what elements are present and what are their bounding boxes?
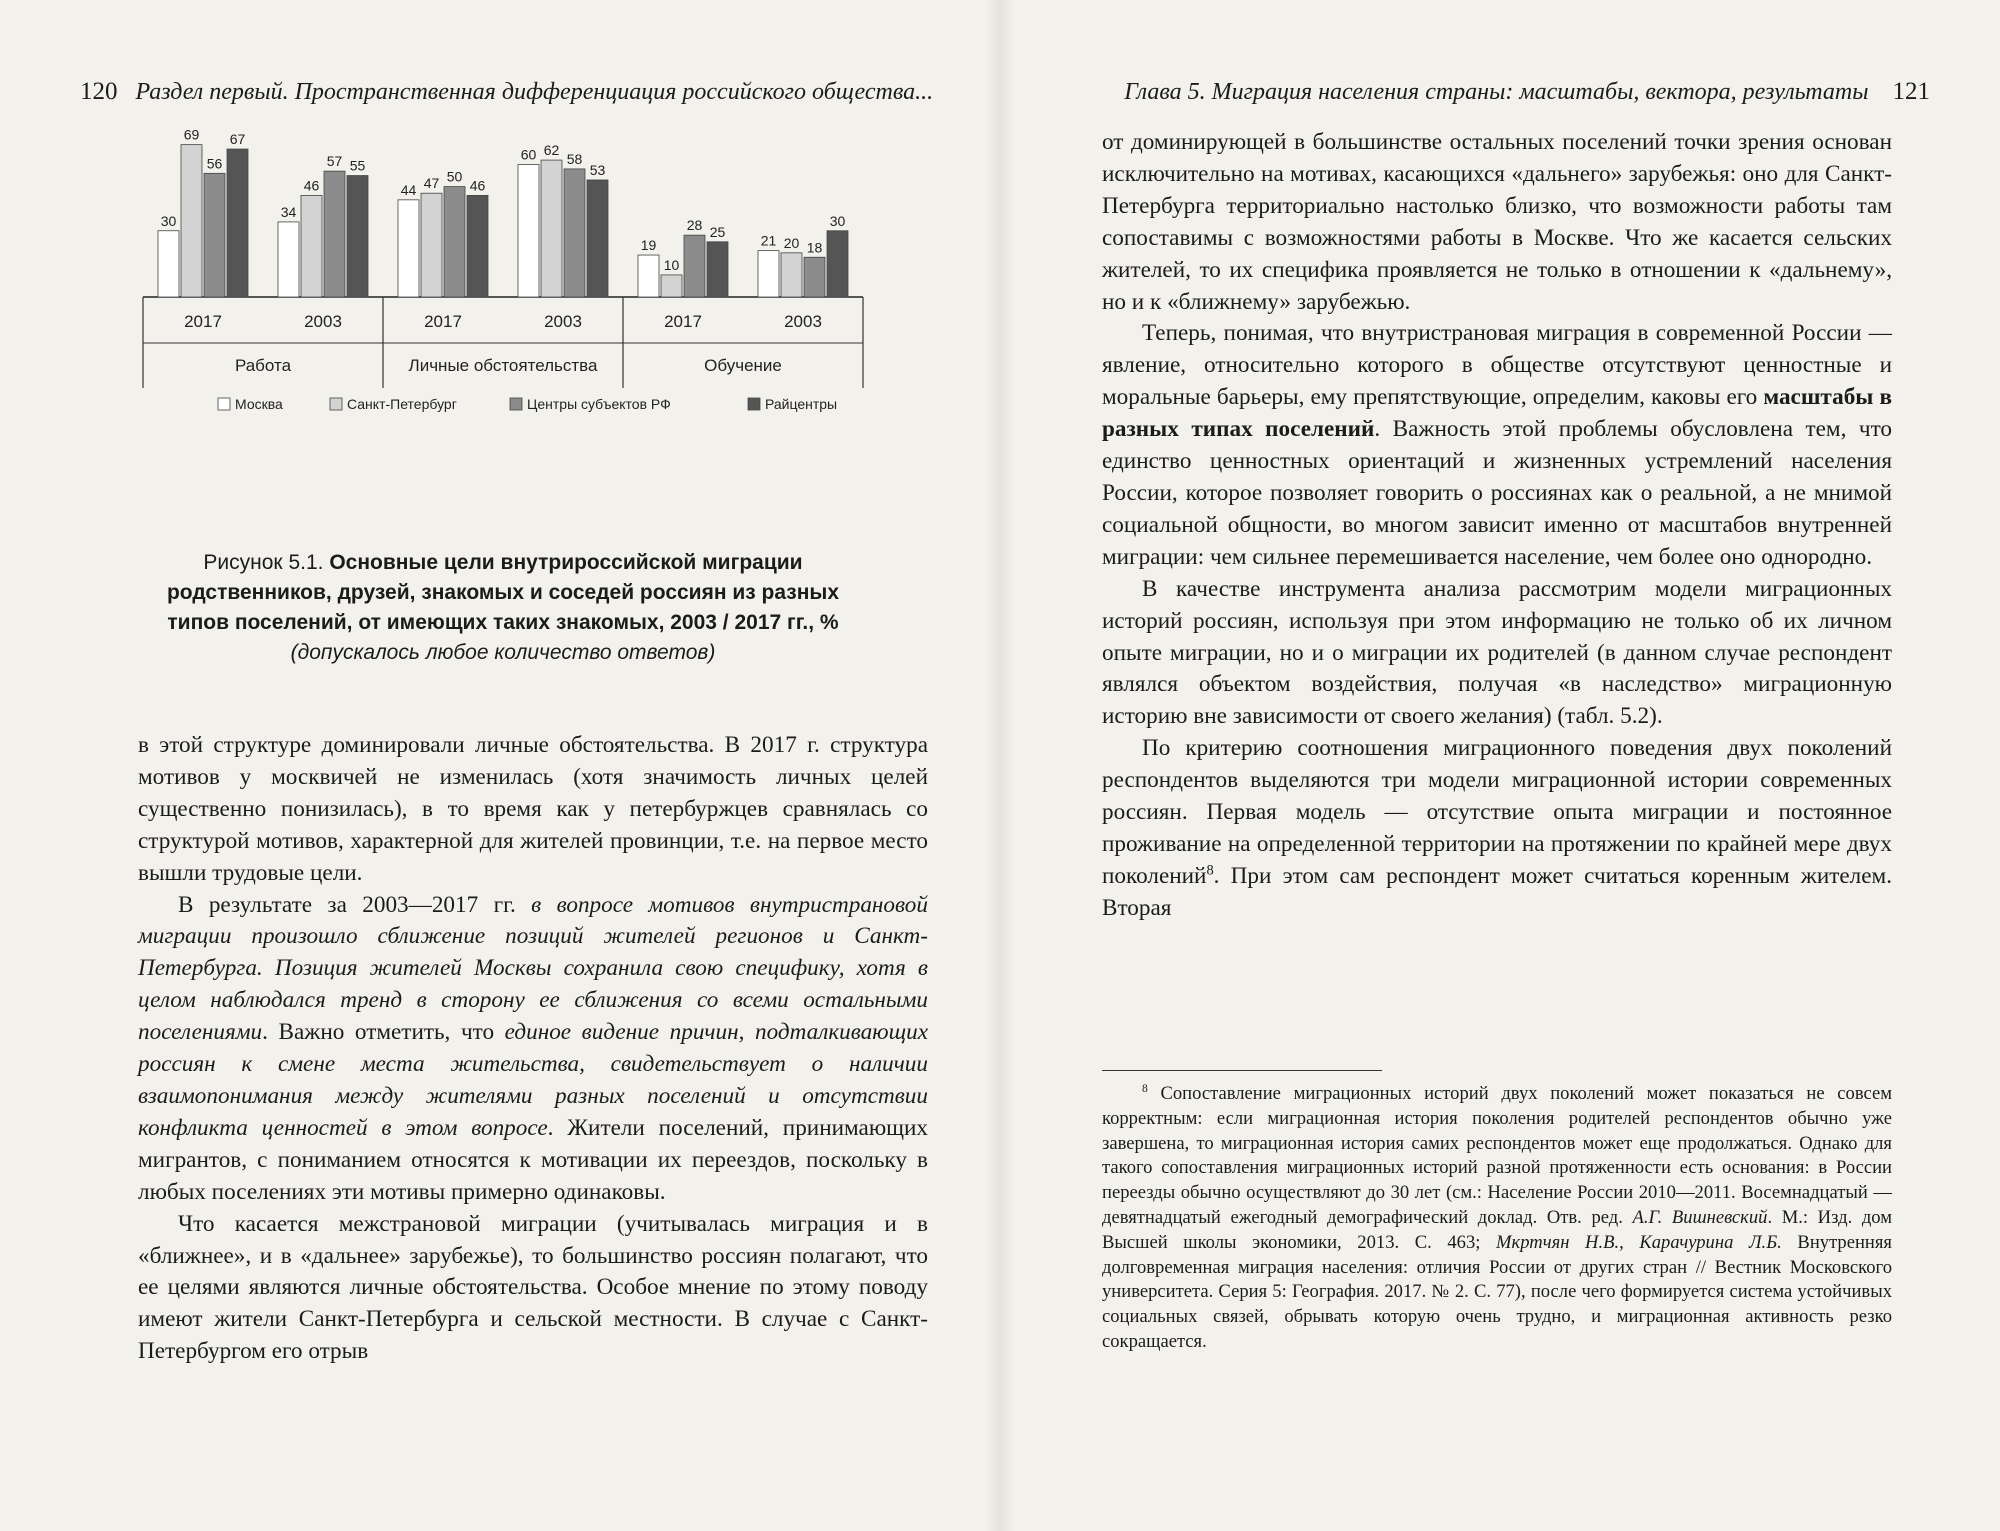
bar-value-label: 30 — [829, 212, 846, 229]
right-body-text — [1102, 127, 1892, 925]
bar-value-label: 25 — [709, 223, 726, 240]
bar — [444, 187, 465, 297]
text-segment: По критерию соотношения миграционного поведения двух поколений респондентов выделяются три модели миграционной истории современных россиян. Первая модель — отсутствие опыта миграции и постоянное проживание на определенной территории на протяжении по крайней мере двух поколений — [1102, 735, 1892, 889]
text-segment: . При этом сам респондент может считаться коренным жителем. Вторая — [1102, 862, 1892, 921]
year-tick-label: 2017 — [664, 312, 702, 331]
bar — [324, 171, 345, 297]
footnote-ref: 8 — [1206, 862, 1214, 879]
text-segment: . Важность этой проблемы обусловлена тем, что единство ценностных ориентаций и жизненных устремлений населения России, которое позволяет говорить о россиянах как о реальной, а не мнимой социальной общности, во многом зависит именно от масштабов внутренней миграции: чем сильнее перемешивается население, чем более оно однородно. — [1102, 416, 1892, 570]
group-label: Работа — [234, 356, 292, 375]
bar — [158, 231, 179, 297]
paragraph — [1102, 733, 1892, 924]
text-segment: . Важно отметить, что — [262, 1019, 505, 1046]
bar — [781, 253, 802, 297]
legend-swatch — [510, 398, 522, 410]
text-segment: А.Г. Вишневский — [1632, 1206, 1768, 1228]
bar-value-label: 21 — [760, 232, 777, 249]
figure-caption-note: (допускалось любое количество ответов) — [290, 641, 716, 664]
bar-value-label: 69 — [183, 130, 200, 143]
bar — [758, 251, 779, 297]
figure-5-1-chart — [138, 130, 868, 530]
right-page-number: 121 — [1892, 78, 1930, 105]
bar-value-label: 58 — [566, 150, 583, 167]
left-running-header — [80, 78, 933, 106]
text-segment: . М.: Изд. дом Высшей школы экономики, 2013. С. 463; — [1102, 1206, 1892, 1253]
text-segment: Внутренняя долговременная миграция населения: отличия России от других стран // Вестник Московского университета. Серия 5: География. 2017. № 2. С. 77), после чего формируется система устойчивых социальных связей, обрывать которую очень трудно, и миграционная активность резко сокращается. — [1102, 1231, 1892, 1352]
bar — [421, 193, 442, 297]
group-label: Личные обстоятельства — [408, 356, 598, 375]
right-running-header — [1124, 78, 1930, 106]
left-page-number: 120 — [80, 78, 118, 105]
year-tick-label: 2003 — [784, 312, 822, 331]
group-label: Обучение — [704, 356, 782, 375]
legend-label: Центры субъектов РФ — [527, 396, 671, 412]
year-tick-label: 2017 — [424, 312, 462, 331]
left-header-title: Раздел первый. Пространственная дифференциация российского общества... — [135, 79, 934, 105]
legend-label: Райцентры — [765, 396, 838, 412]
bar-value-label: 18 — [806, 239, 823, 256]
bar-value-label: 62 — [543, 142, 560, 159]
bar — [804, 257, 825, 297]
bar — [181, 145, 202, 297]
bar-value-label: 60 — [520, 146, 537, 163]
paragraph — [138, 1209, 928, 1369]
footnote-paragraph — [1102, 1082, 1892, 1355]
bar-value-label: 28 — [686, 217, 703, 234]
legend-label: Санкт-Петербург — [347, 396, 457, 412]
bar — [398, 200, 419, 297]
text-segment: В качестве инструмента анализа рассмотрим модели миграционных историй россиян, используя при этом информацию не только об их личном опыте миграции, но и о миграции их родителей (в данном случае респондент являлся объектом воздействия, получая «в наследство» миграционную историю вне зависимости от своего желания) (табл. 5.2). — [1102, 575, 1892, 730]
text-segment: в этой структуре доминировали личные обстоятельства. В 2017 г. структура мотивов у москвичей не изменилась (хотя значимость личных целей существенно понизилась), в то время как у петербуржцев сравнялась со структурой мотивов, характерной для жителей провинции, т.е. на первое место вышли трудовые цели. — [138, 732, 928, 886]
year-tick-label: 2003 — [304, 312, 342, 331]
bar-value-label: 46 — [469, 177, 486, 194]
bar-value-label: 44 — [400, 181, 417, 198]
bar — [564, 169, 585, 297]
legend-swatch — [748, 398, 760, 410]
left-body-text — [138, 730, 928, 1368]
bar — [518, 165, 539, 298]
bar-value-label: 46 — [303, 177, 320, 194]
bar-value-label: 50 — [446, 168, 463, 185]
footnote-8 — [1102, 1082, 1892, 1355]
legend-swatch — [218, 398, 230, 410]
bar-value-label: 57 — [326, 153, 343, 170]
text-segment: в вопросе мотивов внутристрановой миграции произошло сближение позиций жителей регионов и Санкт-Петербурга. Позиция жителей Москвы сохранила свою специфику, хотя в целом наблюдался тренд в сторону ее сближения со всеми остальными поселениями — [138, 891, 928, 1046]
text-segment: от доминирующей в большинстве остальных поселений точки зрения основан исключительно на мотивах, касающихся «дальнего» зарубежья: оно для Санкт-Петербурга территориально настолько близко, что возможности работы там сопоставимы с возможностями работы в Москве. Что же касается сельских жителей, то их специфика проявляется не только в отношении к «дальнему», но и к «ближнему» зарубежью. — [1102, 129, 1892, 315]
bar-value-label: 30 — [160, 212, 177, 229]
bar-value-label: 56 — [206, 155, 223, 172]
text-segment: Мкртчян Н.В., Карачурина Л.Б. — [1496, 1231, 1782, 1253]
bar — [638, 255, 659, 297]
text-segment: В результате за 2003—2017 гг. — [178, 891, 532, 918]
bar — [827, 231, 848, 297]
bar — [661, 275, 682, 297]
bar — [227, 149, 248, 297]
figure-caption — [138, 548, 868, 668]
text-segment: . Жители поселений, принимающих мигрантов, с пониманием относятся к мотивации их переездов, поскольку в любых поселениях эти мотивы примерно одинаковы. — [138, 1114, 928, 1205]
legend-swatch — [330, 398, 342, 410]
bar — [204, 173, 225, 297]
bar — [347, 176, 368, 297]
figure-caption-title: Основные цели внутрироссийской миграции родственников, друзей, знакомых и соседей россиян из разных типов поселений, от имеющих таких знакомых, 2003 / 2017 гг., % — [166, 551, 840, 634]
figure-caption-prefix: Рисунок 5.1. — [203, 551, 330, 574]
text-segment: Теперь, понимая, что внутристрановая миграция в современной России — явление, относительно которого в обществе отсутствуют ценностные и моральные барьеры, ему препятствующие, определим, каковы его — [1102, 320, 1892, 411]
bar — [684, 235, 705, 297]
bar-chart-svg — [138, 130, 868, 530]
bar-value-label: 19 — [640, 237, 657, 254]
paragraph — [138, 890, 928, 1209]
paragraph — [138, 730, 928, 890]
paragraph — [1102, 318, 1892, 573]
text-segment: единое видение причин, подталкивающих россиян к смене места жительства, свидетельствует о наличии взаимопонимания между жителями разных поселений и отсутствии конфликта ценностей в этом вопросе — [138, 1019, 929, 1141]
footnote-separator — [1102, 1070, 1382, 1071]
paragraph — [1102, 574, 1892, 734]
bar — [467, 195, 488, 297]
bar — [301, 195, 322, 297]
right-header-title: Глава 5. Миграция населения страны: масштабы, вектора, результаты — [1124, 79, 1869, 105]
bar — [278, 222, 299, 297]
text-segment: масштабы в разных типах поселений — [1102, 384, 1892, 443]
bar-value-label: 67 — [229, 131, 246, 148]
year-tick-label: 2017 — [184, 312, 222, 331]
bar — [541, 160, 562, 297]
paragraph — [1102, 127, 1892, 318]
year-tick-label: 2003 — [544, 312, 582, 331]
bar-value-label: 34 — [280, 203, 297, 220]
bar-value-label: 47 — [423, 175, 440, 192]
bar-value-label: 55 — [349, 157, 366, 174]
text-segment: Что касается межстрановой миграции (учитывалась миграция и в «ближнее», и в «дальнее» зарубежье), то большинство россиян полагают, что ее целями являются личные обстоятельства. Особое мнение по этому поводу имеют жители Санкт-Петербурга и сельской местности. В случае с Санкт-Петербургом его отрыв — [138, 1210, 928, 1365]
bar — [707, 242, 728, 297]
bar-value-label: 53 — [589, 161, 606, 178]
legend-label: Москва — [235, 396, 283, 412]
bar-value-label: 20 — [783, 234, 800, 251]
bar — [587, 180, 608, 297]
footnote-ref: 8 — [1142, 1082, 1148, 1095]
bar-value-label: 10 — [663, 256, 680, 273]
text-segment: Сопоставление миграционных историй двух поколений может показаться не совсем корректным: если миграционная история поколения родителей респондентов обычно уже завершена, то миграционная история самих респондентов может еще продолжаться. Однако для такого сопоставления миграционных историй разной протяженности есть основания: в России переезды обычно осуществляют до 30 лет (см.: Население России 2010—2011. Восемнадцатый — девятнадцатый ежегодный демографический доклад. Отв. ред. — [1102, 1083, 1892, 1228]
